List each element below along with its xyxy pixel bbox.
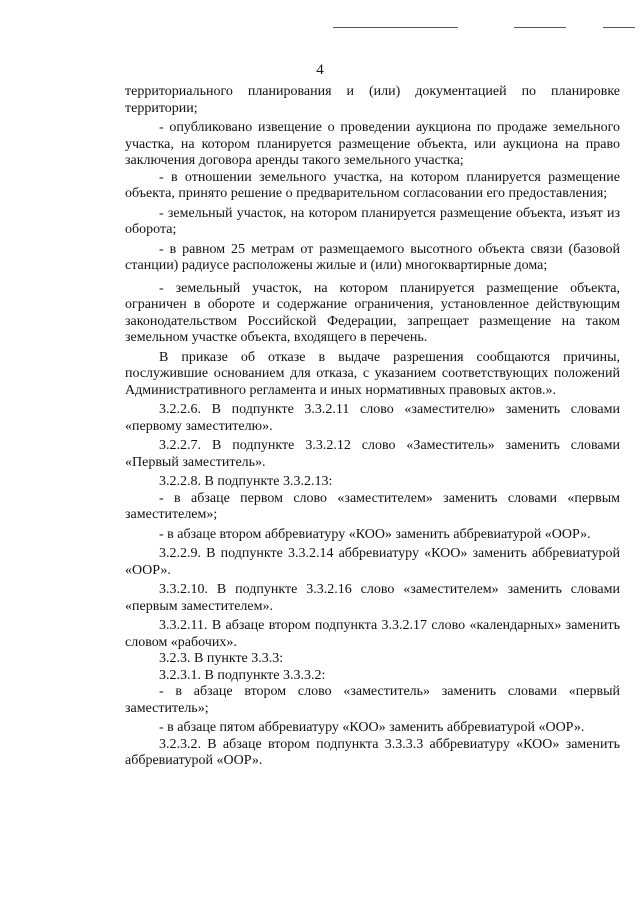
paragraph: 3.3.2.11. В абзаце втором подпункта 3.3.2.17 слово «календарных» заменить словом «рабочих». [125,618,620,650]
document-body [125,84,620,770]
paragraph: 3.2.3. В пункте 3.3.3: [159,651,284,666]
paragraph: - в абзаце первом слово «заместителем» заменить словами «первым заместителем»; [125,490,620,522]
paragraph: 3.2.3.2. В абзаце втором подпункта 3.3.3.3 аббревиатуру «КОО» заменить аббревиатурой «ООР». [125,736,620,768]
paragraph: 3.2.2.6. В подпункте 3.3.2.11 слово «заместителю» заменить словами «первому заместителю». [125,402,620,434]
paragraph: - земельный участок, на котором планируется размещение объекта, изъят из оборота; [125,205,620,237]
paragraph: 3.2.3.1. В подпункте 3.3.3.2: [159,667,326,683]
top-rule [603,27,635,28]
paragraph: 3.2.2.9. В подпункте 3.3.2.14 аббревиатуру «КОО» заменить аббревиатурой «ООР». [125,546,620,578]
paragraph: - в абзаце пятом аббревиатуру «КОО» заменить аббревиатурой «ООР». [159,720,585,735]
paragraph: 3.3.2.10. В подпункте 3.3.2.16 слово «заместителем» заменить словами «первым заместителем». [125,582,620,614]
page-number: 4 [316,62,324,78]
paragraph: - в абзаце втором аббревиатуру «КОО» заменить аббревиатурой «ООР». [159,526,591,542]
paragraph: - опубликовано извещение о проведении аукциона по продаже земельного участка, на котором планируется размещение объекта, или аукциона на право заключения договора аренды такого земельного участка; [125,120,620,168]
paragraph: - в равном 25 метрам от размещаемого высотного объекта связи (базовой станции) радиусе расположены жилые и (или) многоквартирные дома; [125,241,620,273]
paragraph: 3.2.2.8. В подпункте 3.3.2.13: [159,474,333,489]
top-rule [514,27,566,28]
paragraph: - земельный участок, на котором планируется размещение объекта, ограничен в обороте и содержание ограничения, установленное действующим законодательством Российской Федерации, запрещает размещение на таком земельном участке объекта, входящего в перечень. [125,280,620,345]
paragraph: 3.2.2.7. В подпункте 3.3.2.12 слово «Заместитель» заменить словами «Первый заместитель». [125,438,620,470]
paragraph: - в абзаце втором слово «заместитель» заменить словами «первый заместитель»; [125,684,620,716]
paragraph: В приказе об отказе в выдаче разрешения сообщаются причины, послужившие основанием для отказа, с указанием соответствующих положений Административного регламента и иных нормативных правовых актов.». [125,349,620,398]
paragraph: - в отношении земельного участка, на котором планируется размещение объекта, принято решение о предварительном согласовании его предоставления; [125,169,620,201]
top-rule [333,27,458,28]
paragraph: территориального планирования и (или) документацией по планировке территории; [125,84,620,116]
